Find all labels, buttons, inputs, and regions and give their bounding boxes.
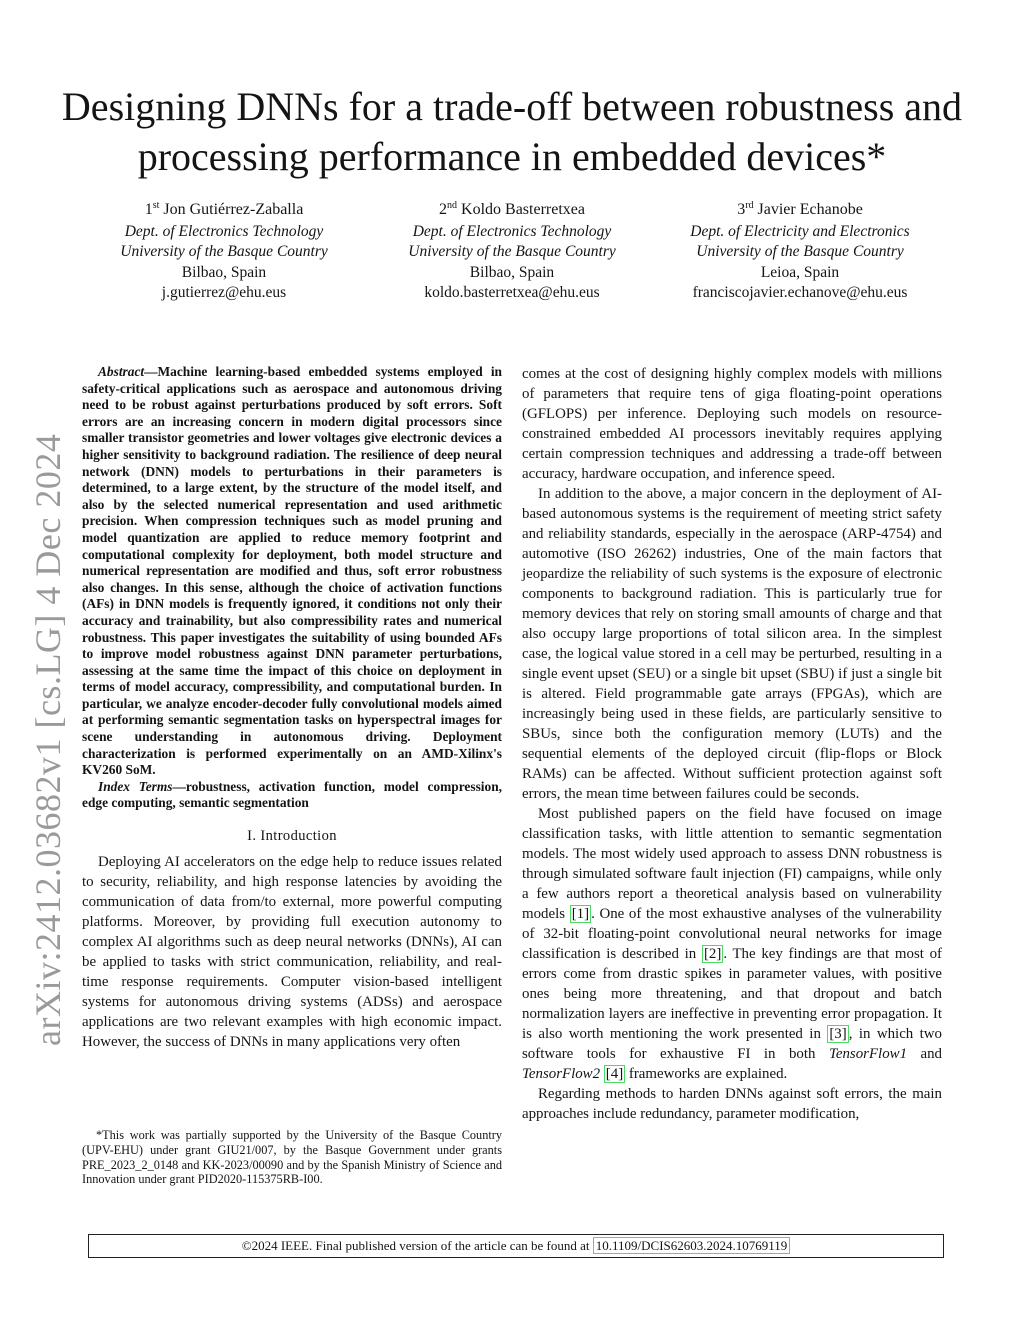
author-email: koldo.basterretxea@ehu.eus [424,284,600,301]
citation-link[interactable]: [3] [829,1026,847,1042]
footnote: *This work was partially supported by the University of the Basque Country (UPV-EHU) under grant GIU21/007, by the Basque Government under grants PRE_2023_2_0148 and KK-2023/00090 and by the Spanish Ministry of Science and Innovation under grant PID2020-115375RB-I00. [82,1128,502,1187]
index-terms-label: Index Terms [98,778,173,794]
author-university: University of the Basque Country [120,243,328,260]
paragraph-continued: comes at the cost of designing highly complex models with millions of parameters that require tens of giga floating-point operations (GFLOPS) per inference. Deploying such models on resource-constrained embedded AI processors inevitably requires applying certain compression techniques and addressing a trade-off between accuracy, hardware occupation, and inference speed. [522,366,942,482]
author-3 [656,200,944,304]
author-2 [368,200,656,304]
abstract-text: —Machine learning-based embedded systems employed in safety-critical applications such as aerospace and autonomous driving need to be robust against perturbations produced by soft errors. Soft errors are an increasing concern in modern digital processors since smaller transistor geometries and lower voltages give electronic devices a higher sensitivity to background radiation. The resilience of deep neural network (DNN) models to perturbations in their parameters is determined, to a large extent, by the structure of the model itself, and also by the selected numerical representation and used arithmetic precision. When compression techniques such as model pruning and model quantization are applied to reduce memory footprint and computational complexity for deployment, both model structure and numerical representation are modified and thus, soft error robustness also changes. In this sense, although the choice of activation functions (AFs) in DNN models is frequently ignored, it conditions not only their accuracy and trainability, but also compressibility rates and numerical robustness. This paper investigates the suitability of using bounded AFs to improve model robustness against DNN parameter perturbations, assessing at the same time the impact of this choice on deployment in terms of model accuracy, compressibility, and computational burden. In particular, we analyze encoder-decoder fully convolutional models aimed at performing semantic segmentation tasks on hyperspectral images for scene understanding in autonomous driving. Deployment characterization is performed experimentally on an AMD-Xilinx's KV260 SoM. [82,364,502,778]
author-block [80,200,944,304]
author-ordinal-suffix: st [152,200,160,211]
index-terms [82,779,502,812]
paragraph-hardening: Regarding methods to harden DNNs against soft errors, the main approaches include redundancy, parameter modification, [522,1086,942,1122]
copyright-text: ©2024 IEEE. Final published version of the article can be found at [241,1238,590,1253]
paper-title: Designing DNNs for a trade-off between robustness and processing performance in embedded devices* [61,84,963,179]
index-terms-text: —robustness, activation function, model compression, edge computing, semantic segmentation [82,778,502,811]
copyright-footer [88,1234,944,1258]
author-ordinal: 3 [737,201,746,218]
author-1 [80,200,368,304]
right-column [522,364,942,1124]
author-ordinal-suffix: nd [447,200,458,211]
author-dept: Dept. of Electricity and Electronics [690,222,910,240]
text-run: , in which two software tools for exhaustive FI in both [522,1026,943,1062]
paragraph-related-work [522,804,942,1084]
abstract [82,364,502,779]
abstract-label: Abstract [98,364,145,379]
author-city: Bilbao, Spain [469,263,555,281]
citation-link[interactable]: [2] [703,946,722,962]
citation-link[interactable]: [1] [571,906,590,922]
tensorflow1-name: TensorFlow1 [828,1046,908,1062]
section-heading: I. Introduction [247,828,337,845]
author-ordinal-suffix: rd [745,200,754,211]
text-run: and [907,1046,942,1062]
text-run: . One of the most exhaustive analyses of the vulnerability of 32-bit floating-point convolutional neural networks for image classification is described in [522,906,942,962]
author-name: Javier Echanobe [757,201,863,218]
doi-link[interactable]: 10.1109/DCIS62603.2024.10769119 [593,1237,791,1254]
author-ordinal: 1 [144,201,153,218]
intro-paragraph: Deploying AI accelerators on the edge help to reduce issues related to security, reliability, and high response latencies by avoiding the communication of data from/to external, more powerful computing platforms. Moreover, by providing full execution autonomy to complex AI algorithms such as deep neural networks (DNNs), AI can be applied to tasks with strict communication, reliability, and real-time response requirements. Computer vision-based intelligent systems for autonomous driving systems (ADSs) and aerospace applications are two relevant examples with high economic impact. However, the success of DNNs in many applications very often [82,854,502,1051]
author-email: franciscojavier.echanove@ehu.eus [692,284,908,301]
tensorflow2-name: TensorFlow2 [522,1066,601,1082]
left-column [82,364,502,1052]
text-run: Most published papers on the field have focused on image classification tasks, with little attention to semantic segmentation models. The most widely used approach to assess DNN robustness is through simulated software fault injection (FI) campaigns, while only a few authors report a theoretical analysis based on vulnerability models [522,806,942,922]
text-run: . The key findings are that most of errors come from drastic spikes in parameter values, with positive ones being more threatening, and that dropout and batch normalization layers are ineffective in preventing error propagation. It is also worth mentioning the work presented in [522,946,942,1042]
author-university: University of the Basque Country [408,243,616,260]
text-run: frameworks are explained. [625,1066,788,1082]
author-city: Bilbao, Spain [181,263,267,281]
paragraph-safety: In addition to the above, a major concern in the deployment of AI-based autonomous systems is the requirement of meeting strict safety and reliability standards, especially in the aerospace (ARP-4754) and automotive (ISO 26262) industries, One of the main factors that jeopardize the reliability of such systems is the exposure of electronic components to background radiation. This is particularly true for memory devices that rely on storing small amounts of charge and that also occupy large proportions of total silicon area. In the simplest case, the logical value stored in a cell may be perturbed, resulting in a single event upset (SEU) or a single bit upset (SBU) if just a single bit is altered. Field programmable gate arrays (FPGAs), which are increasingly being used in these fields, are particularly sensitive to SBUs, since both the configuration memory (LUTs) and the sequential elements of the deployed circuit (flip-flops or Block RAMs) can be affected. Without sufficient protection against soft errors, the mean time between failures could be seconds. [522,486,942,802]
author-name: Jon Gutiérrez-Zaballa [163,201,304,218]
author-university: University of the Basque Country [696,243,904,260]
arxiv-stamp: arXiv:2412.03682v1 [cs.LG] 4 Dec 2024 [28,433,68,1046]
citation-link[interactable]: [4] [605,1066,624,1082]
author-name: Koldo Basterretxea [461,201,585,218]
author-city: Leioa, Spain [760,263,840,281]
author-email: j.gutierrez@ehu.eus [161,284,287,301]
author-ordinal: 2 [439,201,448,218]
author-dept: Dept. of Electronics Technology [412,222,612,240]
author-dept: Dept. of Electronics Technology [124,222,324,240]
